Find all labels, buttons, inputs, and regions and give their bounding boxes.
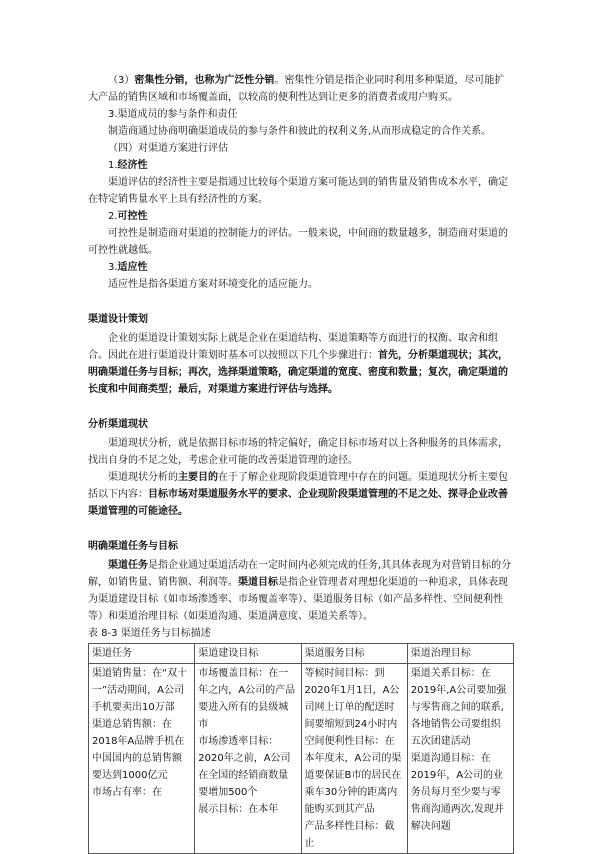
- table-row: [89, 664, 514, 854]
- eco-heading: [88, 157, 514, 174]
- table-header-cell: 渠道治理目标: [407, 644, 513, 664]
- design-plain: 企业的渠道设计策划实际上就是企业在渠道结构、渠道策略等方面进行的权衡、取舍和组合。因此在进行渠道设计策划时基本可以按照以下几个步骤进行：: [88, 333, 498, 361]
- table-header-row: [89, 644, 514, 664]
- adapt-title: 适应性: [117, 262, 148, 273]
- ctrl-num: 2.: [108, 211, 118, 222]
- design-steps: 首先，分析渠道现状；其次，明确渠道任务与目标；再次，选择渠道策略，确定渠道的宽度、密度和数量；复次，确定渠道的长度和中间商类型；最后，对渠道方案进行评估与选择。: [88, 350, 508, 395]
- a2a: 渠道现状分析的: [108, 472, 178, 483]
- eco-title: 经济性: [117, 160, 148, 171]
- adapt-heading: [88, 259, 514, 276]
- ctrl-title: 可控性: [117, 211, 148, 222]
- table-cell: 市场覆盖目标：在一年之内，A公司的产品要进入所有的县级城市 市场渗透率目标：2020年之前，A公司在全国的经销商数量要增加500个 展示目标：在本年: [195, 664, 301, 854]
- evaluate-heading: （四）对渠道方案进行评估: [108, 143, 228, 154]
- sep: 。: [274, 75, 285, 86]
- member-heading: 3.渠道成员的参与条件和责任: [108, 109, 238, 120]
- table-cell: 渠道关系目标：在2019年,A公司要加强与零售商之间的联系,各地销售公司要组织五次团建活动 渠道沟通目标：在2019年，A公司的业务员每月至少要与零售商沟通两次,发现并解决问题: [407, 664, 513, 854]
- table-cell: 等候时间目标：到2020年1月1日，A公司网上订单的配送时间要缩短到24小时内 空间便利性目标：在本年度末，A公司的渠道要保证B市的居民在乘车30分钟的距离内能购买到其产品 产品多样性目标：截止: [301, 664, 407, 854]
- analysis-text-2: [88, 469, 514, 520]
- ctrl-text: 可控性是制造商对渠道的控制能力的评估。一般来说，中间商的数量越多，制造商对渠道的可控性就越低。: [88, 228, 508, 256]
- member-text: 制造商通过协商明确渠道成员的参与条件和彼此的权利义务,从而形成稳定的合作关系。: [108, 126, 492, 137]
- eco-num: 1.: [108, 160, 118, 171]
- intensive-paragraph: [88, 72, 514, 106]
- eco-text: 渠道评估的经济性主要是指通过比较每个渠道方案可能达到的销售量及销售成本水平，确定在特定销售量水平上具有经济性的方案。: [88, 177, 508, 205]
- task-def: 是指企业通过渠道活动在一定时间内必须完成的任务,其具体表现为对营销目标的分解，如销售量、销售额、利润等。: [88, 560, 512, 588]
- design-heading: 渠道设计策划: [88, 314, 148, 325]
- table-header-cell: 渠道任务: [89, 644, 195, 664]
- table-cell: 渠道销售量：在“双十一”活动期间，A公司手机要卖出10万部 渠道总销售额：在2018年A品牌手机在中国国内的总销售额要达到1000亿元 市场占有率：在: [89, 664, 195, 854]
- table-caption: 表 8-3 渠道任务与目标描述: [88, 628, 211, 639]
- task-text: [88, 557, 514, 625]
- a2b: 主要目的: [178, 472, 218, 483]
- analysis-heading: 分析渠道现状: [88, 419, 148, 430]
- adapt-text: 适应性是指各渠道方案对环境变化的适应能力。: [108, 279, 318, 290]
- term-goal: 渠道目标: [238, 577, 278, 588]
- task-goal-table: [88, 643, 514, 854]
- intensive-text: 密集性分销是指企业同时利用多种渠道，尽可能扩大产品的销售区域和市场覆盖面，以较高的便利性达到让更多的消费者或用户购买。: [88, 75, 505, 103]
- table-header-cell: 渠道建设目标: [195, 644, 301, 664]
- term-intensive: 密集性分销，也称为广泛性分销: [134, 75, 275, 86]
- goal-def: 是指企业管理者对理想化渠道的一种追求，具体表现为渠道建设目标（如市场渗透率、市场覆盖率等）、渠道服务目标（如产品多样性、空间便利性等）和渠道治理目标（如渠道沟通、渠道满意度、渠道关系等）。: [88, 577, 508, 622]
- document-page: [88, 72, 514, 854]
- a2d: 目标市场对渠道服务水平的要求、企业现阶段渠道管理的不足之处、探寻企业改善渠道管理的可能途径。: [88, 489, 508, 517]
- ctrl-heading: [88, 208, 514, 225]
- table-header-cell: 渠道服务目标: [301, 644, 407, 664]
- analysis-text-1: 渠道现状分析，就是依据目标市场的特定偏好，确定目标市场对以上各种服务的具体需求，找出自身的不足之处，考虑企业可能的改善渠道管理的途径。: [88, 438, 508, 466]
- task-heading: 明确渠道任务与目标: [88, 541, 178, 552]
- design-text: [88, 330, 514, 398]
- item-prefix: （3）: [108, 75, 135, 86]
- a2c: 在于了解企业现阶段渠道管理中存在的问题。渠道现状分析主要包括以下内容：: [88, 472, 508, 500]
- adapt-num: 3.: [108, 262, 118, 273]
- term-task: 渠道任务: [108, 560, 148, 571]
